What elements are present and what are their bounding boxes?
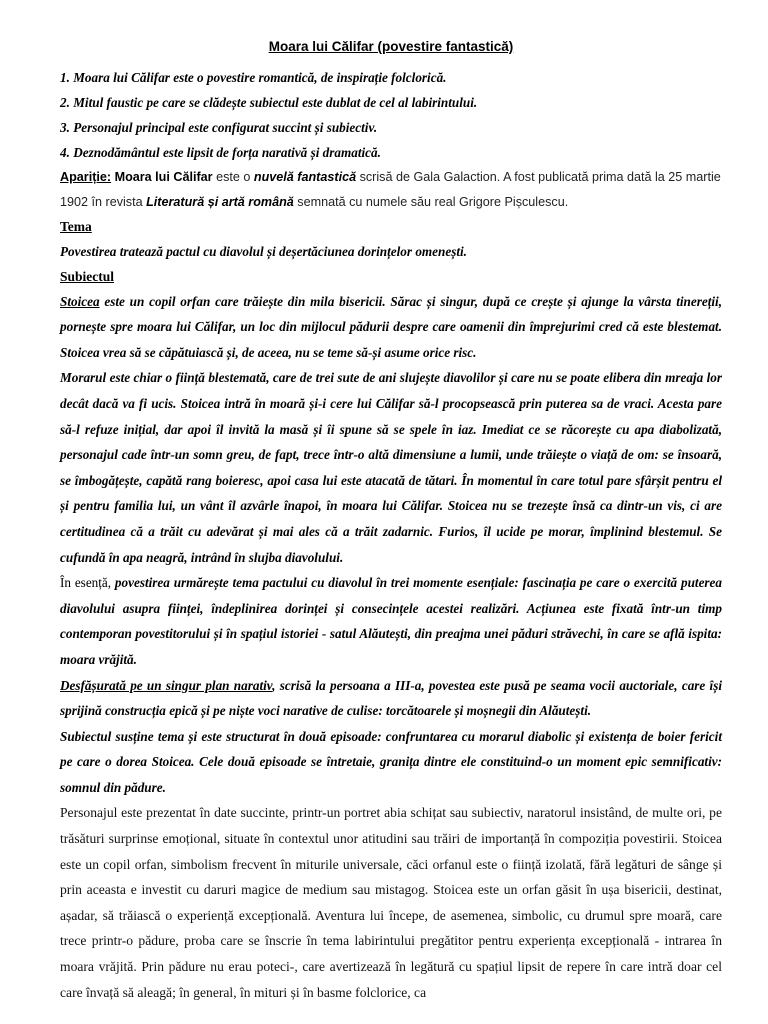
document-title: Moara lui Călifar (povestire fantastică) <box>268 39 514 54</box>
subiect-paragraph-4-text: , scrisă la persoana a III-a, povestea este pusă pe seama vocii auctoriale, care își sprijină construcția epică și pe niște voci narative de culise: torcătoarele și moșnegii din Alăutești. <box>60 677 723 719</box>
key-point-1: 1. Moara lui Călifar este o povestire romantică, de inspirație folclorică. <box>60 70 447 85</box>
subiect-paragraph-1-text: este un copil orfan care trăiește din mila bisericii. Sărac și singur, după ce crește și ajunge la vârsta tinereții, pornește spre moara lui Călifar, un loc din mijlocul pădurii despre care oamenii din împrejurimi cred că este blestemat. Stoicea vrea să se căpătuiască și, de aceea, nu se teme să-și asume orice risc. <box>60 293 722 360</box>
character-name: Stoicea <box>60 293 100 309</box>
subiect-paragraph-5: Subiectul susține tema și este structurat în două episoade: confruntarea cu morarul diabolic și existența de boier fericit pe care o dorea Stoicea. Cele două episoade se întretaie, granița dintre ele constituind-o un moment epic semnificativ: somnul din pădure. <box>60 728 722 795</box>
subiect-paragraph-3-text: povestirea urmărește tema pactului cu diavolul în trei momente esențiale: fascinația pe care o exercită puterea diavolului asupra ființei, îndeplinirea dorinței și consecințele acestei realizări. Acțiunea este fixată într-un timp contemporan povestitorului și în spațiul istoriei - satul Alăutești, din preajma unei păduri străvechi, în care se află ispita: moara vrăjită. <box>60 575 722 667</box>
subiect-paragraph-1 <box>60 289 722 366</box>
narrative-plan-phrase: Desfășurată pe un singur plan narativ <box>60 677 273 693</box>
genre: nuvelă fantastică <box>253 170 357 184</box>
subiectul-heading: Subiectul <box>60 268 115 284</box>
tema-text: Povestirea tratează pactul cu diavolul și deșertăciunea dorințelor omenești. <box>60 244 467 259</box>
key-point-2: 2. Mitul faustic pe care se clădește subiectul este dublat de cel al labirintului. <box>60 95 478 110</box>
aparitie-text-2: scrisă de Gala Galaction. A fost publicată prima dată la 25 martie 1902 în revista <box>60 170 721 209</box>
tema-heading: Tema <box>60 219 92 234</box>
subiect-paragraph-3 <box>60 570 722 672</box>
subiect-paragraph-4 <box>60 673 722 724</box>
key-point-3: 3. Personajul principal este configurat succint și subiectiv. <box>60 120 378 135</box>
personaj-paragraph: Personajul este prezentat în date succinte, printr-un portret abia schițat sau subiectiv, naratorul insistând, de multe ori, pe trăsături surprinse emoțional, situate în contextul unor atitudini sau trăiri de importanță în compoziția povestirii. Stoicea este un copil orfan, simbolism frecvent în miturile universale, căci orfanul este o ființă izolată, fără legături de sânge și prin aceasta e investit cu daruri magice de medium sau mistagog. Stoicea este un orfan găsit în ușa bisericii, destinat, așadar, să trăiască o experiență excepțională. Aventura lui începe, de asemenea, simbolic, cu drumul spre moară, care trece printr-o pădure, proba care se înscrie în tema labirintului pregătitor pentru experiența excepțională - intrarea în moara vrăjită. Prin pădure nu erau poteci-, care avertizează în legătură cu spațiul lipsit de repere în care intră doar cel care învață să aleagă; în general, în mituri și în basme folclorice, ca <box>60 805 722 1000</box>
aparitie-text-1: este o <box>212 170 254 184</box>
subiect-paragraph-3-lead: În esență, <box>60 575 115 591</box>
aparitie-text-3: semnată cu numele său real Grigore Pișculescu. <box>293 195 569 209</box>
document-page <box>60 36 722 1005</box>
subiect-paragraph-2: Morarul este chiar o ființă blestemată, care de trei sute de ani slujește diavolilor și care nu se poate elibera din mreaja lor decât dacă va fi ucis. Stoicea intră în moară și-i cere lui Călifar să-l procopsească prin puterea sa de vraci. Acesta pare să-l refuze inițial, dar apoi îl invită la masă și îi spune să se spele în iaz. Imediat ce se răcorește cu apa diabolizată, personajul cade într-un somn greu, de fapt, trece într-o altă dimensiune a lumii, unde trăiește o viață de om: se însoară, se îmbogățește, capătă rang boieresc, apoi casa lui este atacată de tătari. În momentul în care totul pare sfârșit pentru el și pentru familia lui, un vânt îl azvârle înapoi, în moara lui Călifar. Stoicea nu se trezește însă ca dintr-un vis, ci are certitudinea că a trăit cu adevărat și mai ales că a trăit zadarnic. Furios, îl ucide pe morar, împlinind blestemul. Se cufundă în apa neagră, intrând în slujba diavolului. <box>60 370 722 565</box>
aparitie-paragraph <box>60 165 722 215</box>
work-title: Moara lui Călifar <box>114 170 213 184</box>
aparitie-label: Apariție: <box>60 170 112 184</box>
magazine-title: Literatură și artă română <box>146 195 294 209</box>
key-point-4: 4. Deznodământul este lipsit de forța narativă și dramatică. <box>60 145 381 160</box>
